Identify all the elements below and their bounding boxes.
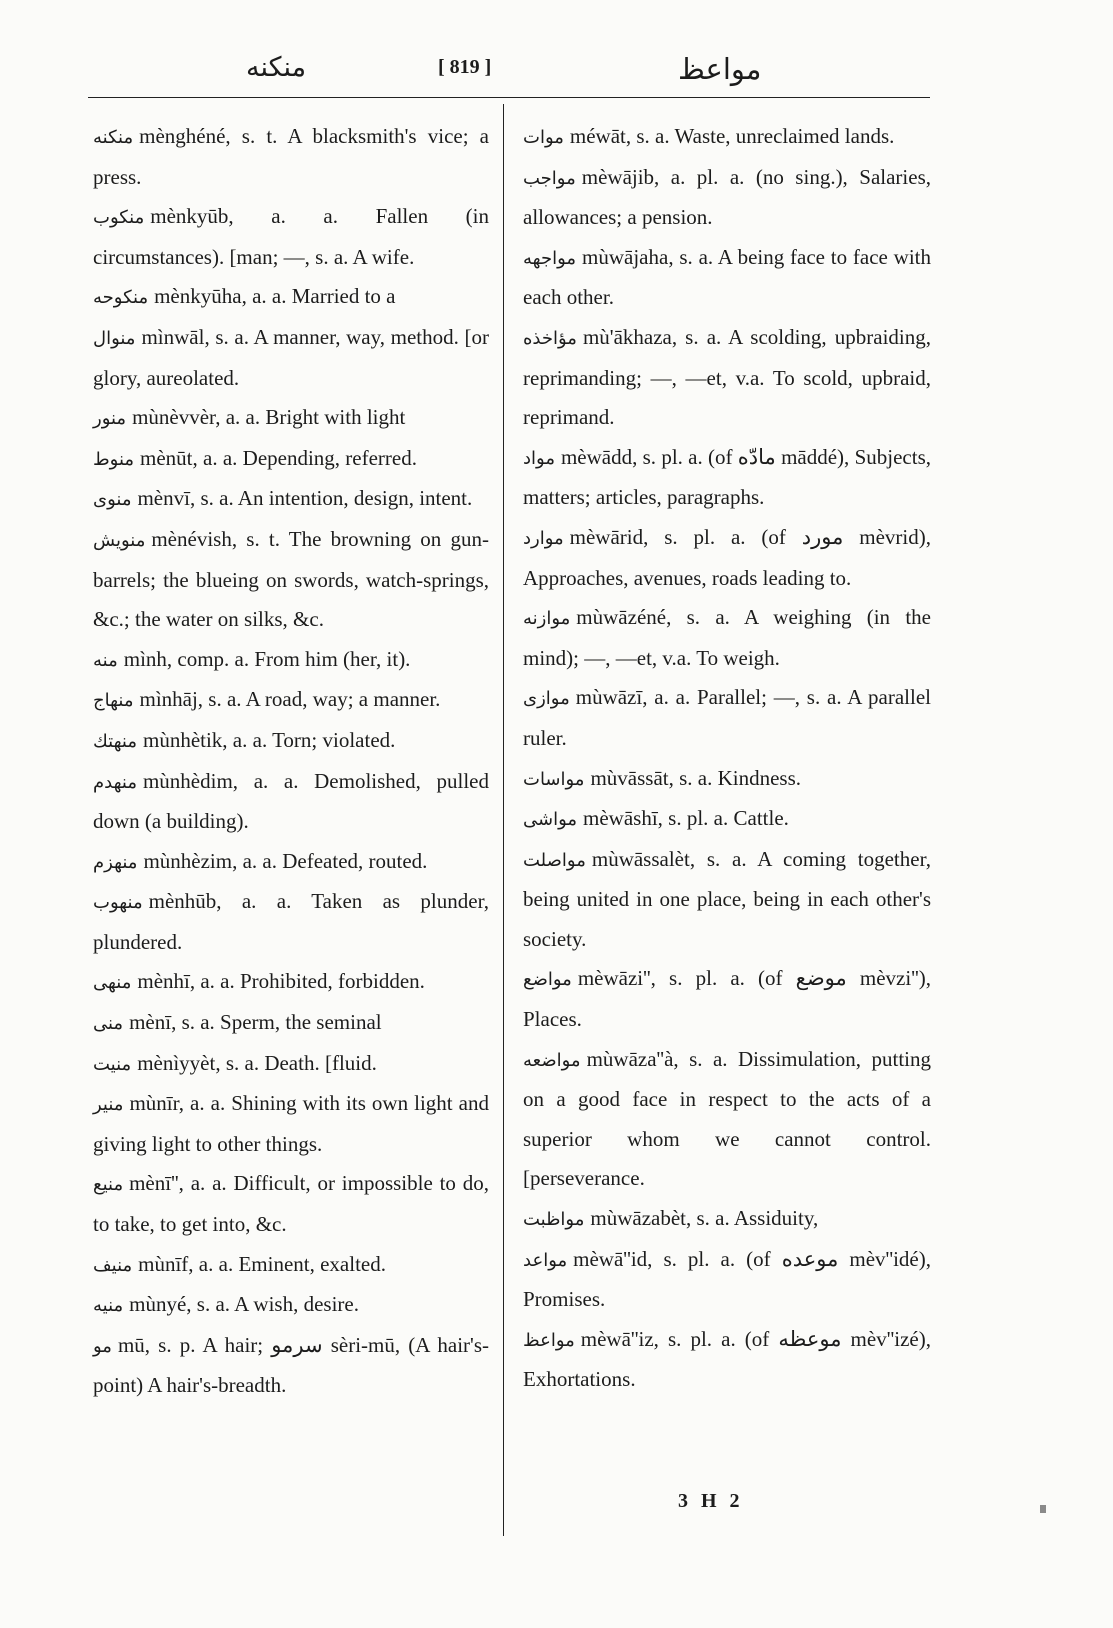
entry-text: mù'ākhaza, s. a. A scolding, upbraiding, reprimanding; ―, —et, v.a. To scold, upbraid, reprimand. [523, 324, 931, 430]
dictionary-entry [93, 117, 489, 197]
dictionary-entry [523, 1040, 931, 1199]
arabic-headword: منهاج [93, 690, 134, 712]
entry-text: mùvāssāt, s. a. Kindness. [590, 765, 802, 790]
entry-text: mèwārid, s. pl. a. (of مورد mèvrid), Approaches, avenues, roads leading to. [523, 524, 931, 590]
dictionary-entry [523, 959, 931, 1039]
dictionary-entry [93, 680, 489, 721]
arabic-headword: موات [523, 127, 564, 148]
right-column [523, 117, 931, 1400]
dictionary-entry [93, 1003, 489, 1044]
dictionary-entry [523, 678, 931, 758]
header-right-word: مواعظ [678, 52, 762, 86]
entry-text: mùwāzabèt, s. a. Assiduity, [590, 1206, 819, 1231]
dictionary-entry [523, 1199, 931, 1240]
arabic-headword: منيع [93, 1174, 124, 1196]
dictionary-entry [93, 479, 489, 520]
entry-text: mèwāshī, s. pl. a. Cattle. [583, 806, 789, 831]
entry-text: mùwāssalèt, s. a. A coming together, being united in one place, being in each other's society. [523, 846, 931, 951]
dictionary-entry [93, 318, 489, 398]
dictionary-entry [93, 1044, 489, 1085]
arabic-headword: مواجب [523, 167, 576, 189]
entry-text: mènkyūb, a. a. Fallen (in circumstances). [man; —, s. a. A wife. [93, 204, 489, 269]
entry-text: mùwāzéné, s. a. A weighing (in the mind); ―, —et, v.a. To weigh. [523, 605, 931, 670]
entry-text: méwāt, s. a. Waste, unreclaimed lands. [569, 124, 895, 148]
arabic-headword: منكوب [93, 207, 145, 229]
entry-text: mùnyé, s. a. A wish, desire. [129, 1292, 359, 1317]
dictionary-entry [93, 1084, 489, 1164]
dictionary-entry [93, 721, 489, 762]
left-column [93, 117, 489, 1406]
arabic-headword: منيه [93, 1295, 124, 1317]
dictionary-entry [93, 277, 489, 318]
entry-text: mùnīr, a. a. Shining with its own light and giving light to other things. [93, 1091, 489, 1156]
arabic-headword: منيت [93, 1053, 132, 1075]
arabic-headword: منهزم [93, 851, 138, 873]
arabic-headword: منور [93, 408, 127, 430]
arabic-headword: مواجهه [523, 247, 577, 269]
entry-text: mènūt, a. a. Depending, referred. [140, 445, 417, 470]
arabic-headword: مؤاخذه [523, 327, 577, 349]
arabic-headword: مواصلت [523, 849, 586, 871]
entry-text: mènī'', a. a. Difficult, or impossible to do, to take, to get into, &c. [93, 1171, 489, 1237]
entry-text: mèwājib, a. pl. a. (no sing.), Salaries, allowances; a pension. [523, 164, 931, 230]
dictionary-entry [523, 799, 931, 840]
entry-text: mènhī, a. a. Prohibited, forbidden. [137, 969, 425, 994]
dictionary-entry [523, 840, 931, 960]
entry-text: mùnhèzim, a. a. Defeated, routed. [143, 848, 428, 873]
header-left-word: منكنه [246, 52, 307, 83]
entry-text: mèwā''iz, s. pl. a. (of موعظه mèv''izé), Exhortations. [523, 1326, 931, 1392]
arabic-headword: مواشى [523, 809, 578, 831]
entry-text: mènévish, s. t. The browning on gun-barrels; the blueing on swords, watch-springs, &c.; the water on silks, &c. [93, 526, 489, 632]
entry-text: mènvī, s. a. An intention, design, intent. [137, 486, 473, 511]
dictionary-entry [93, 640, 489, 681]
entry-text: mùwāza''à, s. a. Dissimulation, putting on a good face in respect to the acts of a superior whom we cannot control. [perseverance. [523, 1046, 931, 1191]
arabic-headword: منه [93, 649, 118, 671]
entry-text: mùnhètik, a. a. Torn; violated. [142, 727, 396, 752]
arabic-headword: مواعظ [523, 1329, 575, 1351]
signature-mark: 3 H 2 [678, 1490, 744, 1512]
dictionary-entry [523, 158, 931, 238]
entry-text: mèwā''id, s. pl. a. (of موعده mèv''idé), Promises. [523, 1246, 932, 1312]
entry-text: mènī, s. a. Sperm, the seminal [129, 1010, 382, 1035]
arabic-headword: منى [93, 1013, 124, 1035]
dictionary-entry [93, 882, 489, 962]
column-divider [503, 104, 504, 1536]
dictionary-entry [93, 1326, 489, 1406]
dictionary-entry [93, 1245, 489, 1286]
arabic-headword: منير [93, 1094, 124, 1116]
arabic-headword: منكنه [93, 127, 134, 148]
entry-text: mùwāzī, a. a. Parallel; —, s. a. A parallel ruler. [523, 685, 931, 750]
dictionary-entry [523, 1320, 931, 1400]
entry-text: mùnèvvèr, a. a. Bright with light [132, 405, 406, 430]
dictionary-entry [523, 238, 931, 318]
entry-text: mèwāzi'', s. pl. a. (of موضع mèvzi''), Places. [523, 966, 931, 1032]
entry-text: mùwājaha, s. a. A being face to face with each other. [523, 244, 931, 310]
dictionary-entry [93, 1285, 489, 1326]
entry-text: mènhūb, a. a. Taken as plunder, plundered. [93, 889, 489, 954]
arabic-headword: منوال [93, 327, 136, 349]
dictionary-entry [523, 318, 931, 438]
arabic-headword: منكوحه [93, 287, 149, 309]
entry-text: mènghéné, s. t. A blacksmith's vice; a press. [93, 124, 489, 189]
arabic-headword: موارد [523, 527, 564, 549]
arabic-headword: مواظبت [523, 1209, 585, 1231]
entry-text: mìnwāl, s. a. A manner, way, method. [or glory, aureolated. [93, 324, 489, 390]
arabic-headword: منوط [93, 448, 135, 470]
arabic-headword: موازى [523, 688, 570, 710]
entry-text: mình, comp. a. From him (her, it). [123, 646, 411, 671]
arabic-headword: موازنه [523, 608, 571, 630]
running-header [0, 52, 1113, 92]
arabic-headword: منيف [93, 1254, 133, 1276]
dictionary-entry [93, 439, 489, 480]
dictionary-entry [93, 962, 489, 1003]
arabic-headword: منهدم [93, 771, 137, 793]
dictionary-entry [93, 842, 489, 883]
dictionary-entry [93, 1164, 489, 1244]
dictionary-entry [523, 598, 931, 678]
dictionary-entry [93, 520, 489, 640]
arabic-headword: مواسات [523, 768, 585, 790]
arabic-headword: مو [93, 1335, 112, 1357]
entry-text: mènìyyèt, s. a. Death. [fluid. [137, 1050, 377, 1075]
dictionary-entry [523, 1240, 931, 1320]
margin-speck [1040, 1505, 1046, 1513]
arabic-headword: مواد [523, 447, 555, 469]
entry-text: mèwādd, s. pl. a. (of مادّه māddé), Subjects, matters; articles, paragraphs. [523, 444, 931, 510]
dictionary-entry [523, 117, 931, 158]
page-number: [ 819 ] [438, 56, 492, 78]
entry-text: mùnīf, a. a. Eminent, exalted. [138, 1251, 386, 1276]
dictionary-entry [93, 398, 489, 439]
entry-text: mènkyūha, a. a. Married to a [154, 284, 396, 309]
entry-text: mìnhāj, s. a. A road, way; a manner. [139, 687, 441, 712]
dictionary-entry [93, 762, 489, 842]
arabic-headword: مواضعه [523, 1049, 581, 1071]
dictionary-entry [93, 197, 489, 277]
arabic-headword: منهتك [93, 730, 137, 752]
dictionary-entry [523, 438, 931, 518]
arabic-headword: منويش [93, 529, 146, 551]
header-rule [88, 97, 930, 98]
arabic-headword: مواضع [523, 969, 572, 991]
entry-text: mū, s. p. A hair; سرمو sèri-mū, (A hair's-point) A hair's-breadth. [93, 1332, 489, 1398]
arabic-headword: مواعد [523, 1249, 568, 1271]
arabic-headword: منهى [93, 972, 132, 994]
arabic-headword: منوى [93, 489, 132, 511]
entry-text: mùnhèdim, a. a. Demolished, pulled down (a building). [93, 768, 489, 834]
arabic-headword: منهوب [93, 892, 143, 914]
dictionary-entry [523, 518, 931, 598]
dictionary-entry [523, 759, 931, 800]
